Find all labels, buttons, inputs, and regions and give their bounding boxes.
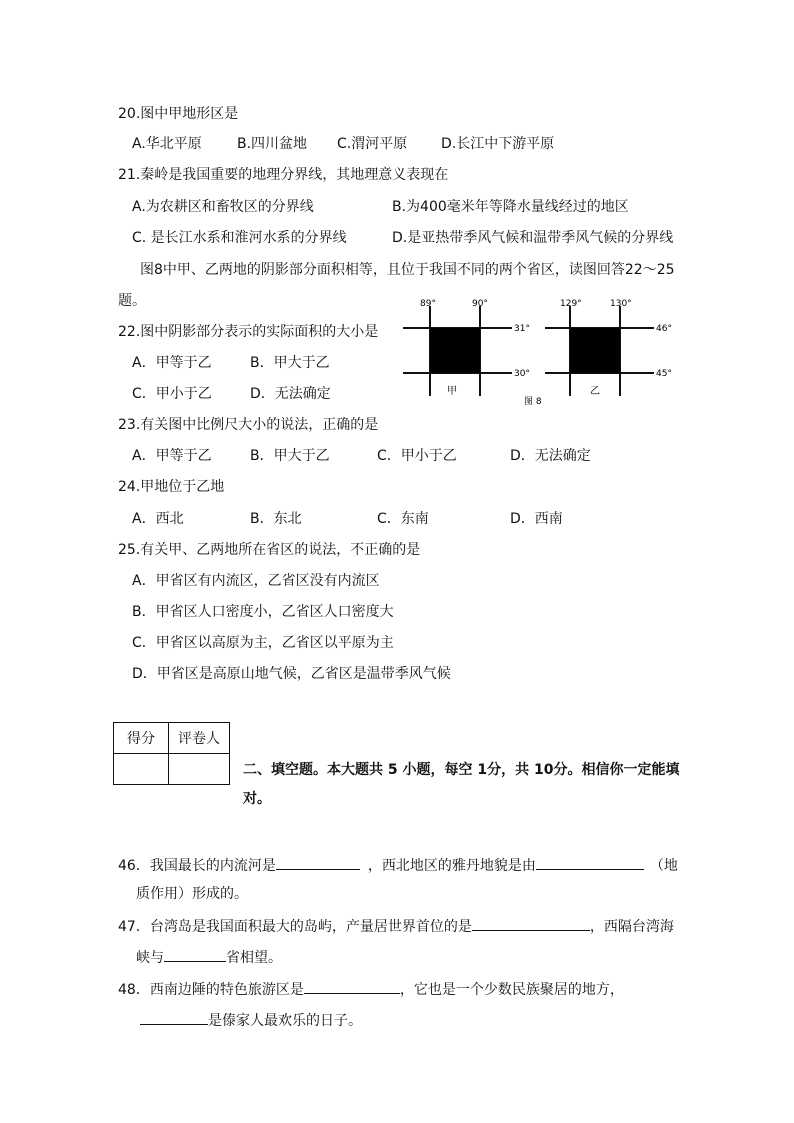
- yi-lat-bottom-label: 45°: [656, 369, 672, 379]
- q46-line1: [118, 855, 678, 875]
- section2-title-line2: 对。: [243, 791, 271, 807]
- q46-line2: 质作用）形成的。: [136, 886, 248, 902]
- q47-blank-1[interactable]: [472, 916, 590, 931]
- q25-stem: 25.有关甲、乙两地所在省区的说法，不正确的是: [118, 542, 421, 558]
- q20-option-d: D.长江中下游平原: [441, 136, 555, 152]
- q24-option-c: C．东南: [377, 511, 429, 527]
- jia-label: 甲: [447, 386, 457, 397]
- q47-text-4: 省相望。: [226, 950, 282, 966]
- figure-intro-line1: 图8中甲、乙两地的阴影部分面积相等，且位于我国不同的两个省区，读图回答22～25: [140, 262, 675, 278]
- section2-title-line1: 二、填空题。本大题共 5 小题，每空 1分，共 10分。相信你一定能填: [243, 762, 680, 778]
- yi-shaded-area: [570, 328, 620, 373]
- q23-stem: 23.有关图中比例尺大小的说法，正确的是: [118, 417, 379, 433]
- q22-stem: 22.图中阴影部分表示的实际面积的大小是: [118, 324, 379, 340]
- q21-stem: 21.秦岭是我国重要的地理分界线，其地理意义表现在: [118, 167, 449, 183]
- grader-header: 评卷人: [169, 723, 230, 754]
- q46-blank-2[interactable]: [536, 855, 644, 870]
- q24-option-d: D．西南: [510, 511, 563, 527]
- q21-option-d: D.是亚热带季风气候和温带季风气候的分界线: [392, 230, 674, 246]
- q48-blank-1[interactable]: [304, 979, 400, 994]
- jia-lon-right-label: 90°: [472, 299, 488, 309]
- figure-8-map: [400, 296, 675, 406]
- q24-stem: 24.甲地位于乙地: [118, 479, 225, 495]
- score-cell[interactable]: [114, 754, 169, 785]
- q46-text-1: 46．我国最长的内流河是: [118, 858, 276, 874]
- q24-option-b: B．东北: [250, 511, 302, 527]
- q22-option-d: D．无法确定: [250, 386, 331, 402]
- yi-lon-right-label: 130°: [610, 299, 632, 309]
- q22-option-c: C．甲小于乙: [132, 386, 212, 402]
- q23-option-b: B．甲大于乙: [250, 448, 330, 464]
- q20-stem: 20.图中甲地形区是: [118, 106, 239, 122]
- q20-option-c: C.渭河平原: [337, 136, 408, 152]
- grader-cell[interactable]: [169, 754, 230, 785]
- q21-option-a: A.为农耕区和畜牧区的分界线: [132, 199, 314, 215]
- q25-option-d: D．甲省区是高原山地气候，乙省区是温带季风气候: [132, 666, 451, 682]
- q46-text-3: （地: [649, 858, 678, 874]
- score-header: 得分: [114, 723, 169, 754]
- jia-lon-left-label: 89°: [420, 299, 436, 309]
- q25-option-b: B．甲省区人口密度小，乙省区人口密度大: [132, 604, 394, 620]
- q48-text-3: 是傣家人最欢乐的日子。: [208, 1013, 362, 1029]
- q46-text-2: ，西北地区的雅丹地貌是由: [367, 858, 536, 874]
- q24-option-a: A．西北: [132, 511, 184, 527]
- score-table: [113, 722, 230, 785]
- q48-line1: [118, 979, 624, 999]
- jia-lat-bottom-label: 30°: [514, 369, 530, 379]
- q48-blank-2[interactable]: [140, 1010, 208, 1025]
- q47-text-2: ，西隔台湾海: [589, 919, 674, 935]
- q23-option-a: A．甲等于乙: [132, 448, 212, 464]
- jia-lat-top-label: 31°: [514, 324, 530, 334]
- q47-text-1: 47．台湾岛是我国面积最大的岛屿，产量居世界首位的是: [118, 919, 472, 935]
- q25-option-a: A．甲省区有内流区，乙省区没有内流区: [132, 573, 380, 589]
- q47-line1: [118, 916, 674, 936]
- yi-label: 乙: [590, 386, 600, 397]
- yi-lon-left-label: 129°: [560, 299, 582, 309]
- q48-text-1: 48．西南边陲的特色旅游区是: [118, 982, 304, 998]
- figure-intro-line2: 题。: [118, 293, 146, 309]
- q47-text-3: 峡与: [136, 950, 164, 966]
- q48-text-2: ，它也是一个少数民族聚居的地方，: [399, 982, 624, 998]
- q20-option-b: B.四川盆地: [237, 136, 308, 152]
- q21-option-b: B.为400毫米年等降水量线经过的地区: [392, 199, 629, 215]
- q22-option-a: A．甲等于乙: [132, 355, 212, 371]
- q25-option-c: C．甲省区以高原为主，乙省区以平原为主: [132, 635, 394, 651]
- q23-option-d: D．无法确定: [510, 448, 591, 464]
- q47-line2: [136, 947, 282, 967]
- q22-option-b: B．甲大于乙: [250, 355, 330, 371]
- jia-shaded-area: [430, 328, 480, 373]
- figure-caption: 图 8: [524, 397, 542, 406]
- q21-option-c: C. 是长江水系和淮河水系的分界线: [132, 230, 347, 246]
- q20-option-a: A.华北平原: [132, 136, 202, 152]
- q48-line2: [140, 1010, 362, 1030]
- yi-lat-top-label: 46°: [656, 324, 672, 334]
- q46-blank-1[interactable]: [276, 855, 360, 870]
- q23-option-c: C．甲小于乙: [377, 448, 457, 464]
- q47-blank-2[interactable]: [164, 947, 226, 962]
